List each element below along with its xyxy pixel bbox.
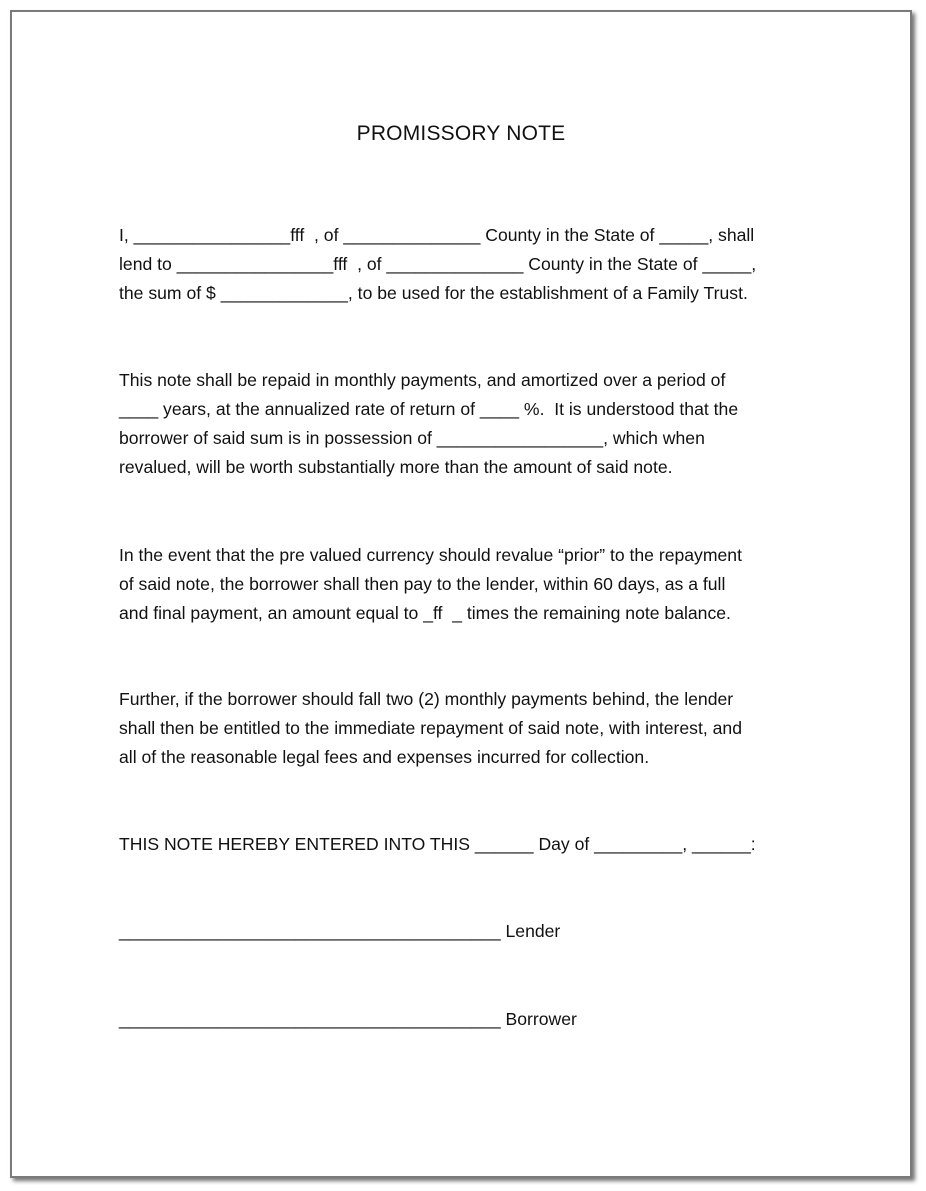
text-line: shall then be entitled to the immediate repayment of said note, with interest, and xyxy=(119,718,742,738)
text-line: revalued, will be worth substantially more than the amount of said note. xyxy=(119,457,673,477)
document-page xyxy=(10,10,912,1178)
text-line: lend to ________________fff , of ______________ County in the State of _____, xyxy=(119,254,757,274)
text-line: I, ________________fff , of ______________ County in the State of _____, shall xyxy=(119,225,755,245)
text-line: In the event that the pre valued currency should revalue “prior” to the repayment xyxy=(119,545,742,565)
text-line: all of the reasonable legal fees and expenses incurred for collection. xyxy=(119,747,650,767)
text-line: This note shall be repaid in monthly payments, and amortized over a period of xyxy=(119,370,726,390)
paragraph-parties xyxy=(119,221,819,308)
paragraph-default xyxy=(119,685,819,772)
text-line: ____ years, at the annualized rate of return of ____ %. It is understood that the xyxy=(119,399,739,419)
text-line: and final payment, an amount equal to _ff _ times the remaining note balance. xyxy=(119,603,731,623)
paragraph-entry-date xyxy=(119,830,819,859)
text-line: THIS NOTE HEREBY ENTERED INTO THIS ______ Day of _________, ______: xyxy=(119,834,756,854)
text-line: the sum of $ _____________, to be used for the establishment of a Family Trust. xyxy=(119,283,748,303)
text-line: of said note, the borrower shall then pay to the lender, within 60 days, as a full xyxy=(119,574,726,594)
borrower-signature-line: _______________________________________ Borrower xyxy=(119,1009,577,1029)
text-line: borrower of said sum is in possession of _________________, which when xyxy=(119,428,705,448)
lender-signature-line: _______________________________________ Lender xyxy=(119,921,561,941)
paragraph-repayment xyxy=(119,366,819,482)
paragraph-revaluation xyxy=(119,541,819,628)
document-title: PROMISSORY NOTE xyxy=(356,122,566,145)
text-line: Further, if the borrower should fall two (2) monthly payments behind, the lender xyxy=(119,689,734,709)
